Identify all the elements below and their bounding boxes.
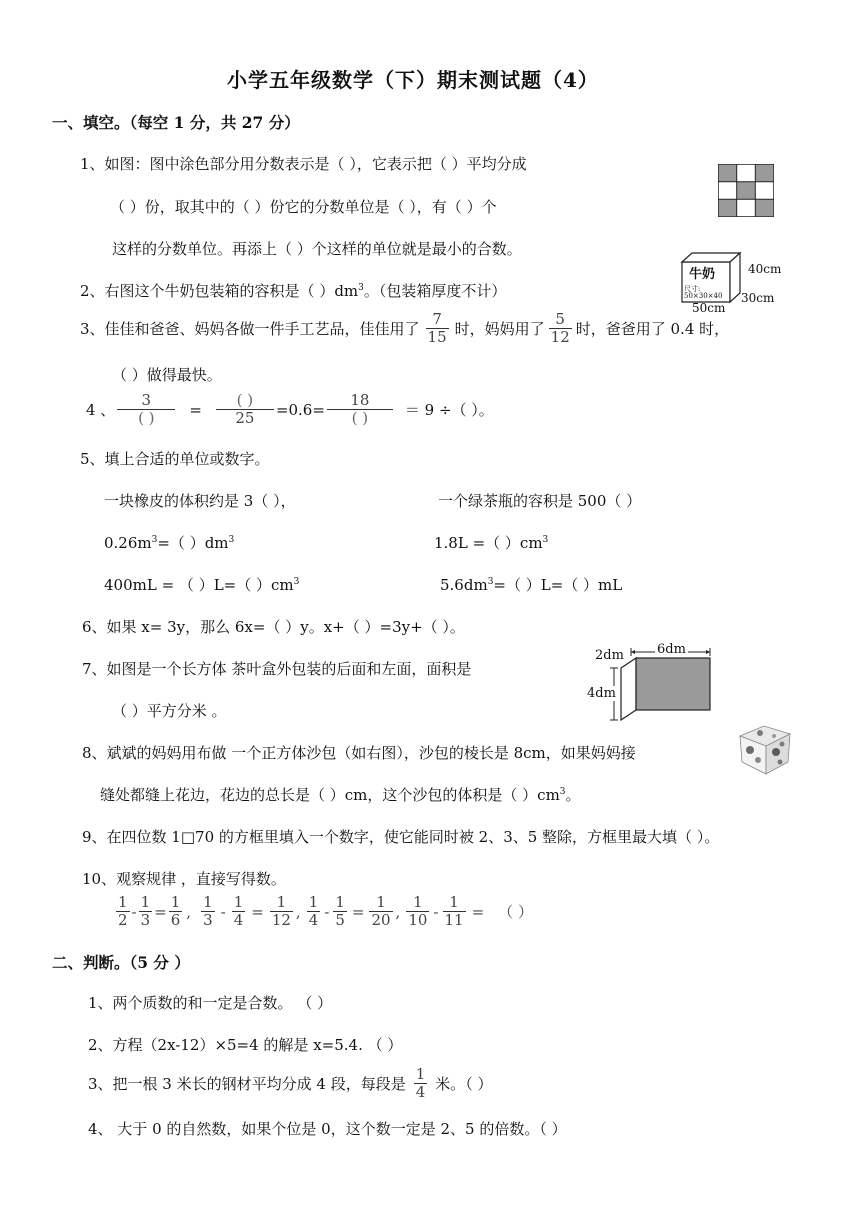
q8-line1: 8、斌斌的妈妈用布做 一个正方体沙包（如右图），沙包的棱长是 8cm，如果妈妈接: [82, 744, 636, 762]
q3-f2-den: 12: [550, 328, 570, 347]
q10-p3-a-den: 4: [308, 911, 319, 930]
q3-f1-den: 15: [427, 328, 447, 347]
q5-row1-a: 一块橡皮的体积约是 3（ ），: [104, 492, 296, 510]
q7-line2: （ ）平方分米 。: [112, 702, 227, 720]
q5-sup-e: 3: [487, 577, 494, 587]
q4-eq1: =: [189, 400, 202, 419]
q10-last-b-den: 11: [444, 911, 464, 930]
q7-dim-top: 6dm: [657, 642, 686, 657]
q6-line: 6、如果 x= 3y，那么 6x=（ ）y。x+（ ）=3y+（ ）。: [82, 618, 465, 636]
q3-text-a: 3、佳佳和爸爸、妈妈各做一件手工艺品，佳佳用了: [80, 320, 420, 339]
q10-p2-a-num: 1: [203, 893, 213, 911]
milk-box-label: 牛奶: [689, 267, 716, 282]
q10-p2-a-den: 3: [203, 911, 213, 930]
q10-p1-b: [139, 894, 153, 930]
judge-4: 4、 大于 0 的自然数，如果个位是 0，这个数一定是 2、5 的倍数。（ ）: [88, 1120, 567, 1138]
q10-p1-r: [169, 894, 183, 930]
q4-fraction-3: [327, 392, 393, 428]
q10-p3-b: [333, 894, 347, 930]
milk-box-width: 30cm: [741, 291, 775, 305]
judge-3-den: 4: [415, 1083, 426, 1102]
q10-p1-b-num: 1: [140, 893, 151, 911]
q5-sup-a: 3: [151, 535, 158, 545]
q1-line3: 这样的分数单位。再添上（ ）个这样的单位就是最小的合数。: [112, 240, 522, 258]
q10-heading: 10、观察规律 ，直接写得数。: [82, 870, 286, 888]
judge-3: [88, 1066, 493, 1102]
q4-f3-den: ( ): [327, 409, 393, 427]
q10-p3-r-den: 20: [371, 911, 391, 930]
judge-3-text-a: 3、把一根 3 米长的钢材平均分成 4 段，每段是: [88, 1075, 406, 1094]
q3-line1: [80, 311, 729, 347]
milk-box-small: 尺寸:: [684, 285, 701, 293]
q4-f1-num: 3: [141, 391, 152, 409]
milk-box-height: 40cm: [748, 262, 782, 276]
q10-last-b-num: 1: [449, 893, 459, 911]
q7-dim-left: 4dm: [587, 686, 616, 701]
q10-last-a-den: 10: [408, 911, 428, 930]
q4-line: [86, 392, 494, 428]
q10-p3-r-num: 1: [376, 893, 386, 911]
q4-f2-den: 25: [216, 409, 274, 427]
q5-row1-b: 一个绿茶瓶的容积是 500（ ）: [438, 492, 642, 510]
q10-last-a-num: 1: [413, 893, 423, 911]
q10-p2-b: [232, 894, 246, 930]
q3-text-b: 时，妈妈用了: [454, 320, 545, 339]
q5-r3b-pre: 5.6dm: [440, 576, 488, 594]
judge-3-text-b: 米。（ ）: [435, 1075, 493, 1094]
judge-3-num: 1: [415, 1065, 426, 1083]
q5-row3-a: [104, 574, 299, 595]
q4-prefix: 4 、: [86, 401, 116, 420]
q5-r2b-pre: 1.8L =（ ）cm: [434, 534, 543, 552]
milk-box-length: 50cm: [692, 301, 726, 315]
shaded-grid-figure: [718, 164, 774, 217]
sandbag-cube-image: [736, 720, 794, 778]
q3-text-c: 时，爸爸用了 0.4 时，: [575, 320, 730, 339]
q10-p2-r-den: 12: [271, 911, 291, 930]
section-2-heading: 二、判断。（5 分 ）: [52, 953, 190, 972]
q10-p3-r: [369, 894, 392, 930]
q4-mid: =0.6=: [275, 400, 325, 419]
q3-f1-num: 7: [432, 310, 442, 328]
q5-row3-b: [440, 574, 622, 595]
q4-f3-num: 18: [350, 391, 370, 409]
q10-answer-blank: （ ）: [498, 903, 533, 922]
q5-r2a-mid: =（ ）dm: [157, 534, 229, 552]
q2-text: [80, 280, 506, 301]
q3-fraction-2: [549, 311, 572, 347]
q10-p2-b-num: 1: [233, 893, 244, 911]
q3-f2-num: 5: [555, 310, 565, 328]
q10-p3-b-num: 1: [335, 893, 345, 911]
q10-p1-r-num: 1: [170, 893, 181, 911]
q10-p3-b-den: 5: [335, 911, 345, 930]
q5-heading: 5、填上合适的单位或数字。: [80, 450, 270, 468]
q5-sup-c: 3: [542, 535, 549, 545]
q5-r3b-mid: =（ ）L=（ ）mL: [493, 576, 623, 594]
judge-2: 2、方程（2x-12）×5=4 的解是 x=5.4. （ ）: [88, 1036, 403, 1054]
q8-line2: [100, 784, 581, 805]
q10-p1-b-den: 3: [140, 911, 151, 930]
q5-r2a-pre: 0.26m: [104, 534, 152, 552]
q9-line: 9、在四位数 1□70 的方框里填入一个数字，使它能同时被 2、3、5 整除，方框里最大填（ ）。: [82, 828, 720, 846]
q5-r3a: 400mL = （ ）L=（ ）cm: [104, 576, 294, 594]
q10-p2-b-den: 4: [233, 911, 244, 930]
q5-sup-d: 3: [293, 577, 300, 587]
q1-line1: 1、如图：图中涂色部分用分数表示是（ ），它表示把（ ）平均分成: [80, 155, 527, 173]
q5-sup-b: 3: [228, 535, 235, 545]
q4-tail: ＝ 9 ÷（ ）。: [404, 401, 494, 420]
section-1-heading: 一、填空。（每空 1 分，共 27 分）: [52, 113, 300, 132]
q7-dim-left-top: 2dm: [595, 648, 624, 663]
q10-p1-a-num: 1: [118, 893, 128, 911]
q3-line2: （ ）做得最快。: [112, 366, 222, 384]
q10-p2-a: [201, 894, 215, 930]
q2-text-b: 。（包装箱厚度不计）: [363, 282, 507, 300]
q5-row2-a: [104, 532, 234, 553]
q10-p1-r-den: 6: [170, 911, 181, 930]
q10-last-b: [443, 894, 466, 930]
judge-3-fraction: [414, 1066, 428, 1102]
q4-f2-num: ( ): [236, 391, 254, 409]
q10-p2-r-num: 1: [276, 893, 287, 911]
q8-text-a: 缝处都缝上花边，花边的总长是（ ）cm，这个沙包的体积是（ ）cm: [100, 786, 560, 804]
q2-text-a: 2、右图这个牛奶包装箱的容积是（ ）dm: [80, 282, 359, 300]
q1-line2: （ ）份，取其中的（ ）份它的分数单位是（ ），有（ ）个: [110, 198, 497, 216]
q8-text-b: 。: [565, 786, 581, 804]
q10-last-a: [406, 894, 429, 930]
milk-box-dims: 50×30×40: [684, 292, 723, 300]
q7-line1: 7、如图是一个长方体 茶叶盒外包装的后面和左面，面积是: [82, 660, 472, 678]
judge-1: 1、两个质数的和一定是合数。 （ ）: [88, 994, 333, 1012]
q10-sequence: $\frac{1}{2}$ - $\frac{1}{3}$ = $\frac{1}{6}$ , $\frac{1}{3}$ - $\frac{1}{4}$ = $\frac{1}{12}$ , $\frac{1}{4}$ - $\frac{1}{5}$ = $\frac{1}{20}$ , $\frac{1}{10}$ - $\frac{1}{11}$ = （ ）: [118, 893, 533, 930]
q3-fraction-1: [426, 311, 449, 347]
q5-row2-b: [434, 532, 548, 553]
q10-p3-a: [307, 894, 321, 930]
q4-fraction-2: [216, 392, 274, 428]
q8-sup: 3: [559, 787, 566, 797]
page-title: 小学五年级数学（下）期末测试题（4）: [227, 68, 599, 92]
q4-fraction-1: [117, 392, 175, 428]
q4-f1-den: ( ): [117, 409, 175, 427]
q10-p1-a-den: 2: [118, 911, 128, 930]
q10-p3-a-num: 1: [308, 893, 319, 911]
q10-p2-r: [270, 894, 293, 930]
q2-sup: 3: [358, 283, 364, 293]
q10-p1-a: [116, 894, 130, 930]
